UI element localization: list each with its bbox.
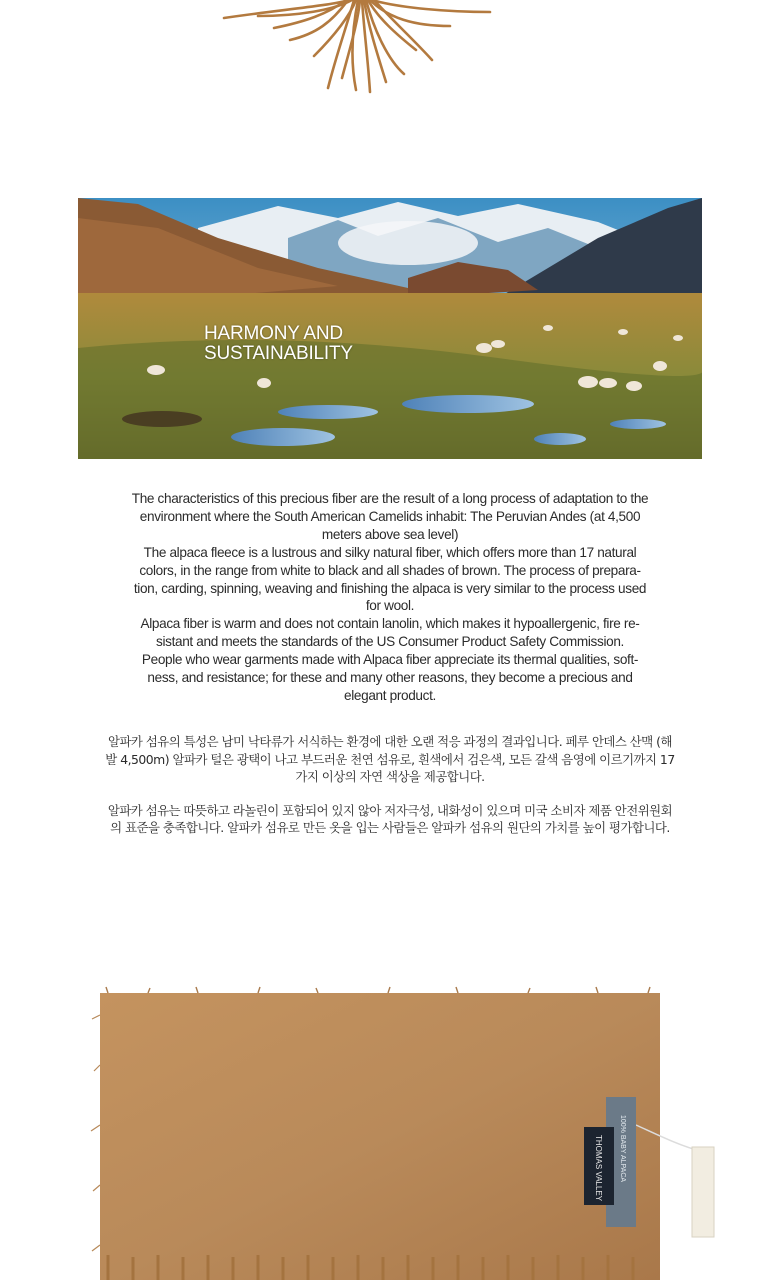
- banner-title: HARMONY AND SUSTAINABILITY: [204, 323, 353, 364]
- description-paragraph-ko: 알파카 섬유의 특성은 남미 낙타류가 서식하는 환경에 대한 오랜 적응 과정의 결과입니다. 페루 안데스 산맥 (해발 4,500m) 알파카 털은 광택이 나고 부드러운 천연 섬유로, 흰색에서 검은색, 모든 갈색 음영에 이르기까지 17가지 이상의 자연 색상을 제공합니다.: [105, 734, 675, 785]
- label-composition: 100% BABY ALPACA: [619, 1115, 626, 1183]
- description-english: [130, 490, 650, 705]
- harmony-banner: [78, 198, 702, 459]
- label-brand: THOMAS VALLEY: [594, 1135, 603, 1202]
- scarf-fringe-image: [218, 0, 494, 95]
- scarf-product-image: [88, 985, 728, 1280]
- description-paragraph: The characteristics of this precious fiber are the result of a long process of adaptation to the environment where the South American Camelids inhabit: The Peruvian Andes (at 4,500 meters above sea level): [131, 491, 649, 542]
- description-paragraph: The alpaca fleece is a lustrous and silky natural fiber, which offers more than 17 natural colors, in the range from white to black and all shades of brown. The process of prepara- tion, carding, spinning, weaving and finishing the alpaca is very similar to the process used for wool.: [133, 544, 647, 614]
- description-paragraph-ko: 알파카 섬유는 따뜻하고 라놀린이 포함되어 있지 않아 저자극성, 내화성이 있으며 미국 소비자 제품 안전위원회의 표준을 충족합니다. 알파카 섬유로 만든 옷을 입는 사람들은 알파카 섬유의 원단의 가치를 높이 평가합니다.: [107, 802, 673, 836]
- description-paragraph: People who wear garments made with Alpaca fiber appreciate its thermal qualities, soft- ness, and resistance; for these and many other reasons, they become a precious and elegant product.: [141, 652, 639, 703]
- description-paragraph: Alpaca fiber is warm and does not contain lanolin, which makes it hypoallergenic, fire re- sistant and meets the standards of the US Consumer Product Safety Commission.: [140, 616, 640, 650]
- description-korean: [105, 733, 675, 853]
